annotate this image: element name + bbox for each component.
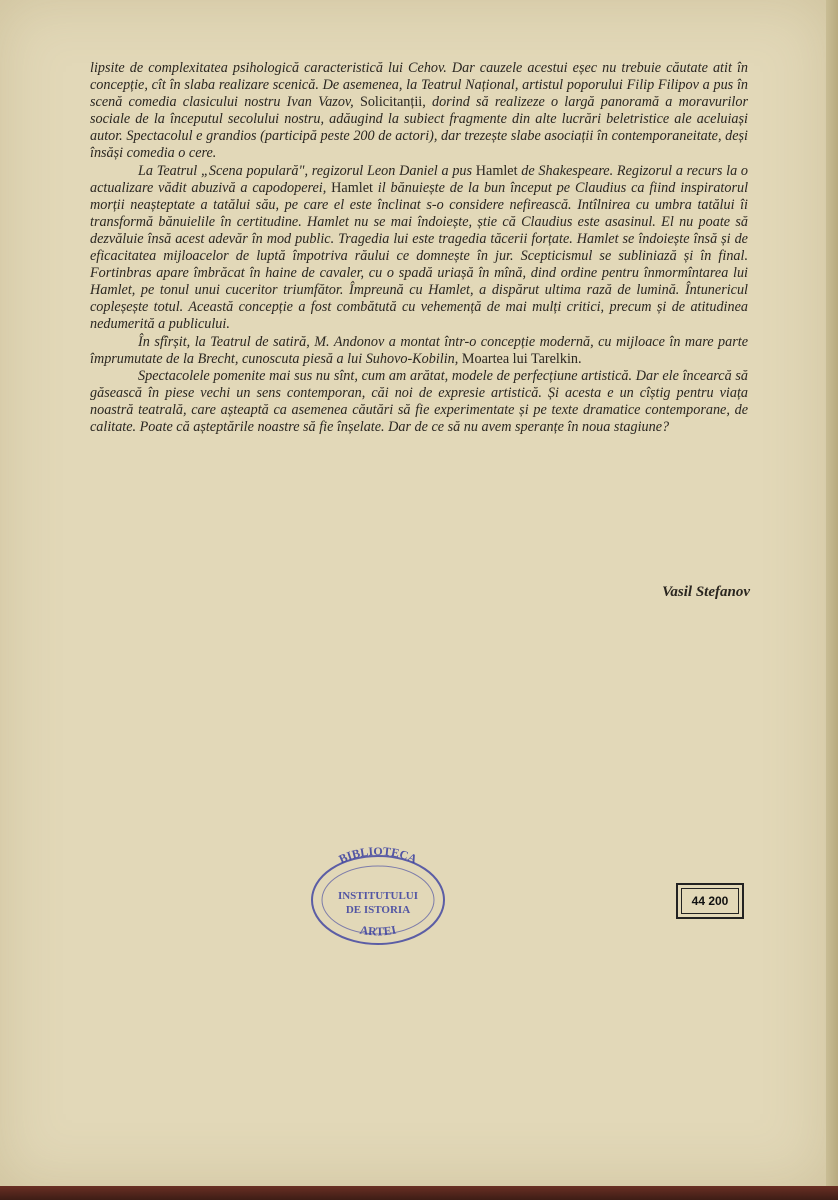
stamp-line-3: DE ISTORIA [345, 904, 411, 916]
page-edge-right [826, 0, 838, 1200]
paragraph-text: În sfîrșit, la Teatrul de satiră, M. Andonov a montat într-o concepție modernă, cu mijloace în mare parte împrumutate de la Brecht, cunoscuta piesă a lui Suhovo-Kobilin, [90, 333, 748, 367]
svg-text:BIBLIOTECA [337, 845, 420, 866]
paragraph-4: Spectacolele pomenite mai sus nu sînt, cum am arătat, modele de perfecțiune artistică. Dar ele încearcă să găsească în piese vechi un sens contemporan, căi noi de expresie artistică. Și acesta e un cîștig pentru viața noastră teatrală, care așteaptă ca asemenea căutări să fie experimentate și pe texte dramatice contemporane, de calitate. Poate că așteptările noastre să fie înșelate. Dar de ce să nu avem speranțe în noua stagiune? [90, 367, 748, 435]
paragraph-text: dorind să realizeze o largă panoramă a moravurilor sociale de la începutul secolului nostru, adăugind la subiect fragmente din alte lucrări beletristice ale aceluiași autor. Spectacolul e grandios (participă peste 200 de actori), dar trezește slabe asociații în contemporaneitate, deși însăși comedia o cere. [90, 94, 748, 162]
paragraph-3 [90, 334, 748, 368]
stamp-graphic [298, 845, 458, 950]
paragraph-text: il bănuiește de la bun început pe Claudius ca fiind inspiratorul morții neașteptate a tatălui său, pe care el este înclinat s-o considere nefirească. Intîlnirea cu umbra tatălui îi transformă bănuielile în certitudine. Hamlet nu se mai îndoiește, știe că Claudius este asasinul. El nu poate să dezvăluie însă acest adevăr în mod public. Tragedia lui este tragedia tăcerii forțate. Hamlet se îndoiește însă și de eficacitatea mijloacelor de luptă împotriva răului ce domnește în jur. Scepticismul se subliniază și în final. Fortinbras apare îmbrăcat în haine de cavaler, cu o spadă uriașă în mînă, dind ordine pentru înmormîntarea lui Hamlet, pe tonul unui cuceritor triumfător. Împreună cu Hamlet, a dispărut ultima rază de lumină. Întunericul copleșește totul. Această concepție a fost combătută cu vehemență de mai mulți critici, precum și de atitudinea nedumerită a publicului. [90, 179, 749, 333]
play-title: Solicitanții, [359, 94, 426, 111]
paragraph-text: de Shakespeare. Regizorul a recurs la o actualizare vădit abuzivă a capodoperei, [90, 162, 749, 196]
paragraph-text: lipsite de complexitatea psihologică caracteristică lui Cehov. Dar cauzele acestui eșec nu trebuie căutate atit în concepție, cît în slaba realizare scenică. De asemenea, la Teatrul Național, artistul poporului Filip Filipov a pus în scenă comedia clasicului nostru Ivan Vazov, [90, 60, 748, 111]
page-number-box [676, 883, 744, 919]
stamp-line-4: ARTEI [358, 922, 398, 939]
play-title: Hamlet [331, 179, 373, 196]
page-number: 44 200 [691, 894, 729, 908]
article-body [90, 60, 748, 436]
library-stamp [298, 845, 458, 950]
paragraph-text: La Teatrul „Scena populară", regizorul Leon Daniel a pus [138, 162, 476, 179]
play-title: Hamlet [475, 162, 518, 179]
stamp-line-2: INSTITUTULUI [337, 890, 419, 902]
binding-edge-bottom [0, 1186, 838, 1200]
play-title: Moartea lui Tarelkin. [461, 350, 582, 367]
author-signature: Vasil Stefanov [662, 584, 750, 600]
stamp-line-1: BIBLIOTECA [336, 845, 420, 867]
paragraph-2 [90, 163, 748, 334]
paragraph-1 [90, 60, 748, 163]
svg-text:ARTEI [359, 923, 398, 939]
